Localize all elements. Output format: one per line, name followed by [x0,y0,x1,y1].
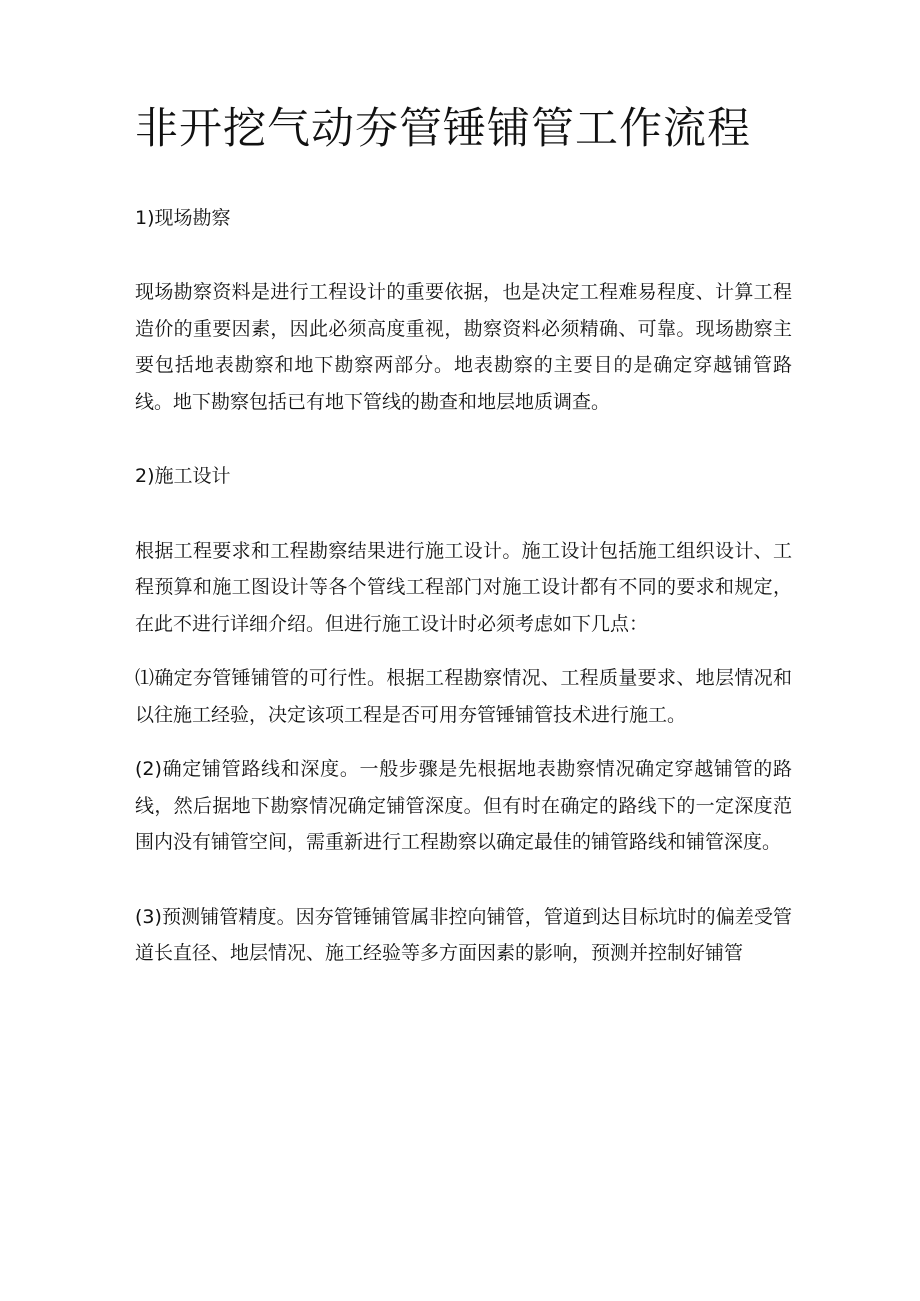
document-title: 非开挖气动夯管锤铺管工作流程 [135,104,751,154]
paragraph-site-survey: 现场勘察资料是进行工程设计的重要依据，也是决定工程难易程度、计算工程造价的重要因素，因此必须高度重视，勘察资料必须精确、可靠。现场勘察主要包括地表勘察和地下勘察两部分。地表勘察的主要目的是确定穿越铺管路线。地下勘察包括已有地下管线的勘查和地层地质调查。 [135,281,792,413]
list-item-accuracy: (3)预测铺管精度。因夯管锤铺管属非控向铺管，管道到达目标坑时的偏差受管道长直径、地层情况、施工经验等多方面因素的影响，预测并控制好铺管 [135,905,792,965]
paragraph-construction-design: 根据工程要求和工程勘察结果进行施工设计。施工设计包括施工组织设计、工程预算和施工图设计等各个管线工程部门对施工设计都有不同的要求和规定，在此不进行详细介绍。但进行施工设计时必须考虑如下几点： [135,539,792,635]
list-item-feasibility: ⑴确定夯管锤铺管的可行性。根据工程勘察情况、工程质量要求、地层情况和以往施工经验，决定该项工程是否可用夯管锤铺管技术进行施工。 [135,667,792,726]
section-heading-construction-design: 2)施工设计 [135,465,231,488]
section-heading-site-survey: 1)现场勘察 [135,206,231,229]
list-item-route-depth: (2)确定铺管路线和深度。一般步骤是先根据地表勘察情况确定穿越铺管的路线，然后据地下勘察情况确定铺管深度。但有时在确定的路线下的一定深度范围内没有铺管空间，需重新进行工程勘察以确定最佳的铺管路线和铺管深度。 [135,758,792,854]
